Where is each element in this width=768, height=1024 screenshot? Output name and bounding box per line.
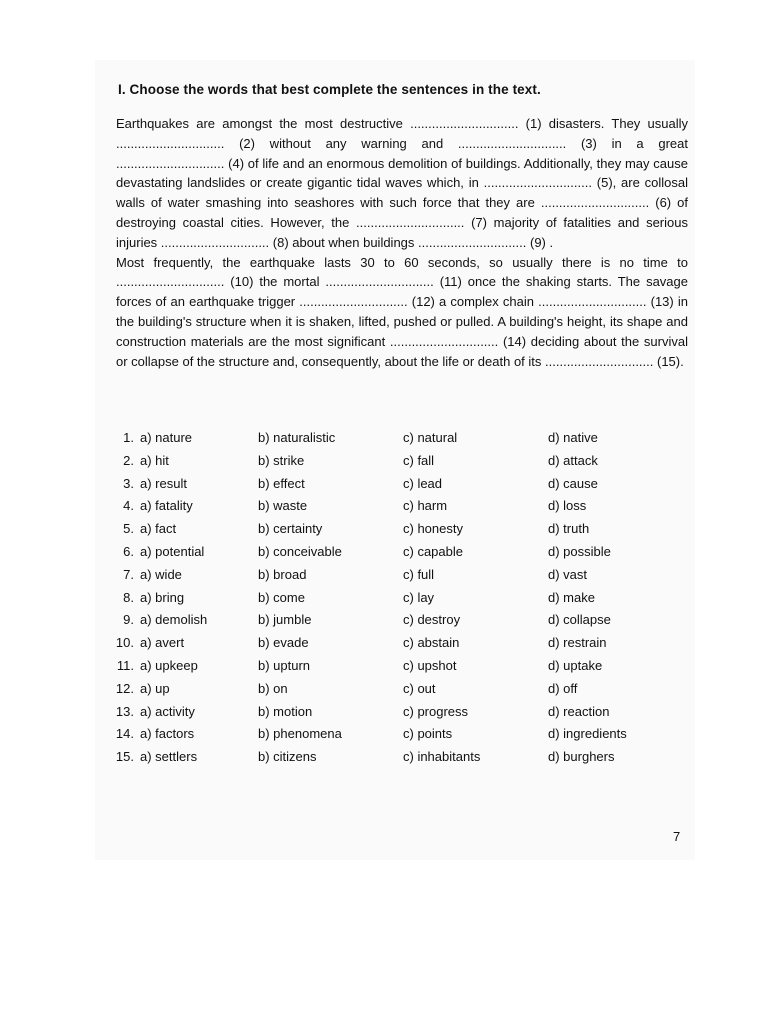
option-c: c) fall — [403, 452, 435, 468]
option-c: c) natural — [403, 430, 458, 445]
option-b: b) effect — [258, 475, 305, 491]
option-d: d) make — [548, 589, 595, 605]
option-a: a) fact — [140, 521, 177, 537]
option-b: b) on — [258, 680, 288, 696]
option-number: 14. — [115, 726, 134, 742]
option-c: c) upshot — [403, 657, 457, 673]
option-row — [108, 681, 668, 704]
option-row — [108, 590, 668, 613]
option-c: c) lead — [403, 475, 443, 491]
option-d: d) reaction — [548, 703, 610, 719]
option-c: c) destroy — [403, 612, 461, 628]
option-d: d) off — [548, 680, 578, 696]
option-c: c) inhabitants — [403, 749, 481, 765]
option-b: b) conceivable — [258, 543, 342, 559]
passage-paragraph-1: Earthquakes are amongst the most destructive .............................. (1) disasters. They usually .............................. (2) without any warning and .............................. (3) in a great .............................. (4) of life and an enormous demolition of buildings. Additionally, they may cause devastating landslides or create gigantic tidal waves which, in .............................. (5), are collosal walls of water smashing into seashores with such force that they are .............................. (6) of destroying coastal cities. However, the .............................. (7) majority of fatalities and serious injuries .............................. (8) about when buildings .............................. (9) . — [116, 116, 688, 250]
option-a: a) fatality — [140, 498, 193, 514]
option-b: b) citizens — [258, 749, 317, 765]
option-b: b) strike — [258, 452, 305, 468]
option-number: 6. — [123, 543, 134, 559]
option-c: c) harm — [403, 498, 448, 514]
option-b: b) waste — [258, 498, 308, 514]
option-d: d) possible — [548, 543, 611, 559]
option-d: d) vast — [548, 566, 588, 582]
option-a: a) hit — [140, 452, 169, 468]
option-row — [108, 749, 668, 772]
option-row — [108, 704, 668, 727]
option-c: c) full — [403, 566, 435, 582]
option-row — [108, 635, 668, 658]
option-number: 2. — [123, 452, 134, 468]
option-d: d) restrain — [548, 635, 607, 651]
option-b: b) jumble — [258, 612, 312, 628]
option-c: c) progress — [403, 703, 469, 719]
option-number: 7. — [123, 566, 134, 582]
option-a: a) factors — [140, 726, 195, 742]
option-row — [108, 498, 668, 521]
option-d: d) native — [548, 430, 598, 445]
option-b: b) evade — [258, 635, 309, 651]
option-d: d) ingredients — [548, 726, 627, 742]
option-d: d) burghers — [548, 749, 615, 765]
answer-options-list — [108, 430, 668, 772]
option-a: a) potential — [140, 543, 205, 559]
option-number: 4. — [123, 498, 134, 514]
option-number: 5. — [123, 521, 134, 537]
option-row — [108, 544, 668, 567]
option-number: 3. — [123, 475, 134, 491]
option-row — [108, 521, 668, 544]
option-c: c) abstain — [403, 635, 460, 651]
option-b: b) motion — [258, 703, 313, 719]
option-a: a) settlers — [140, 749, 198, 765]
option-c: c) points — [403, 726, 453, 742]
exercise-title: I. Choose the words that best complete the sentences in the text. — [118, 82, 541, 97]
option-a: a) up — [140, 680, 170, 696]
option-b: b) naturalistic — [258, 430, 336, 445]
option-number: 8. — [123, 589, 134, 605]
option-b: b) certainty — [258, 521, 323, 537]
option-number: 10. — [115, 635, 134, 651]
option-d: d) truth — [548, 521, 590, 537]
page-number: 7 — [673, 829, 681, 844]
option-c: c) out — [403, 680, 436, 696]
option-number: 9. — [123, 612, 134, 628]
option-a: a) wide — [140, 566, 182, 582]
option-b: b) broad — [258, 566, 307, 582]
option-number: 15. — [115, 749, 134, 765]
option-a: a) demolish — [140, 612, 208, 628]
option-a: a) upkeep — [140, 657, 198, 673]
option-number: 13. — [115, 703, 134, 719]
option-b: b) phenomena — [258, 726, 342, 742]
option-c: c) honesty — [403, 521, 463, 537]
option-number: 11. — [116, 657, 134, 673]
option-c: c) lay — [403, 589, 435, 605]
option-number: 12. — [115, 680, 134, 696]
option-row — [108, 658, 668, 681]
option-d: d) uptake — [548, 657, 603, 673]
option-a: a) bring — [140, 589, 185, 605]
option-row — [108, 726, 668, 749]
option-row — [108, 567, 668, 590]
option-row — [108, 430, 668, 453]
option-d: d) collapse — [548, 612, 611, 628]
option-a: a) activity — [140, 703, 195, 719]
option-d: d) cause — [548, 475, 598, 491]
passage-paragraph-2: Most frequently, the earthquake lasts 30 to 60 seconds, so usually there is no time to .............................. (10) the mortal .............................. (11) once the shaking starts. The savage forces of an earthquake trigger .............................. (12) a complex chain .............................. (13) in the building's structure when it is shaken, lifted, pushed or pulled. A building's height, its shape and construction materials are the most significant .............................. (14) deciding about the survival or collapse of the structure and, consequently, about the life or death of its .............................. (15). — [116, 254, 688, 369]
option-number: 1. — [123, 430, 134, 445]
option-d: d) loss — [548, 498, 587, 514]
passage — [116, 114, 688, 371]
option-d: d) attack — [548, 452, 598, 468]
option-a: a) nature — [140, 430, 193, 445]
option-a: a) result — [140, 475, 187, 491]
option-row — [108, 476, 668, 499]
option-b: b) come — [258, 589, 305, 605]
option-c: c) capable — [403, 543, 463, 559]
option-a: a) avert — [140, 635, 185, 651]
option-b: b) upturn — [258, 657, 311, 673]
option-row — [108, 453, 668, 476]
option-row — [108, 612, 668, 635]
